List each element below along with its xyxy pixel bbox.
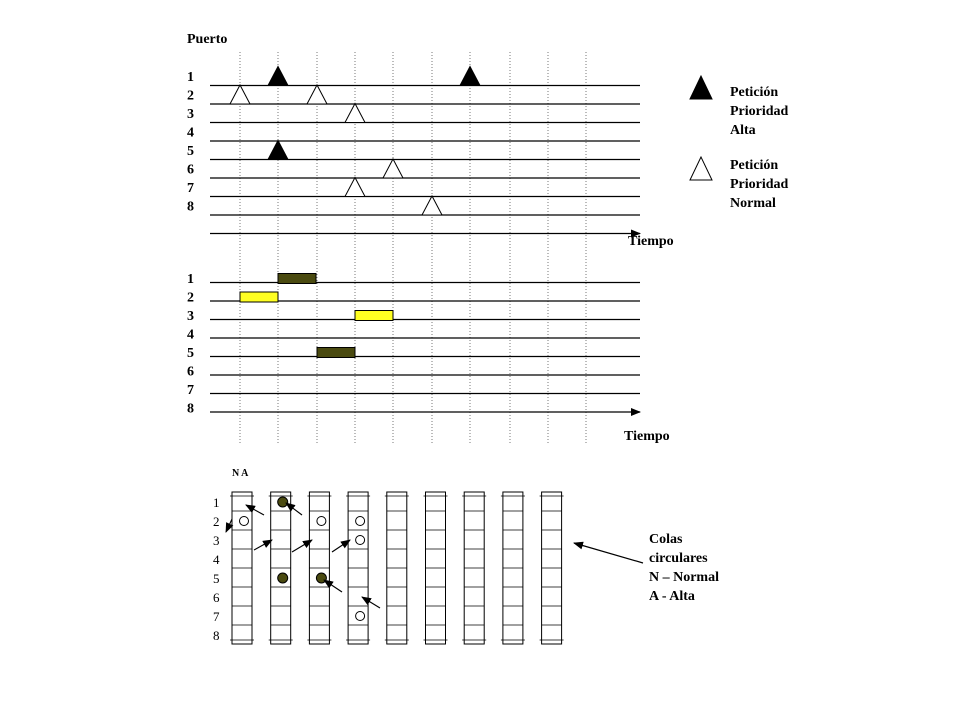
circular-queues [230, 492, 564, 644]
top-port-label: 1 [187, 70, 194, 85]
queue-column [385, 492, 409, 644]
grant-port-label: 6 [187, 364, 194, 380]
queue-column [269, 492, 293, 644]
queue-pointer-arrow [332, 540, 350, 552]
normal-priority-queue-entry [240, 517, 249, 526]
caption-line4: A - Alta [649, 589, 695, 604]
normal-priority-request-icon [422, 196, 442, 215]
top-port-label: 5 [187, 144, 194, 159]
queue-row-label: 1 [213, 495, 220, 510]
queue-row-label: 5 [213, 571, 220, 586]
high-priority-queue-entry [316, 573, 326, 583]
legend-high-line2: Prioridad [730, 104, 789, 119]
high-priority-queue-entry [278, 573, 288, 583]
queue-row-label: 2 [213, 514, 220, 529]
top-port-label: 2 [187, 88, 194, 104]
legend-normal-line3: Normal [730, 196, 776, 211]
legend-high-line1: Petición [730, 85, 779, 100]
normal-priority-request-icon [307, 85, 327, 104]
normal-priority-queue-entry [356, 536, 365, 545]
queue-row-label: 8 [213, 628, 220, 643]
high-priority-request-icon [268, 67, 288, 86]
top-port-label: 3 [187, 107, 194, 122]
grant-port-label: 7 [187, 383, 194, 398]
high-grant-bar [278, 274, 316, 284]
grant-port-label: 1 [187, 272, 194, 287]
legend-normal-line2: Prioridad [730, 177, 789, 192]
grant-port-label: 3 [187, 309, 194, 324]
queue-row-label: 6 [213, 590, 220, 605]
normal-priority-request-icon [345, 178, 365, 197]
top-port-label: 6 [187, 162, 194, 178]
queue-column [424, 492, 448, 644]
queue-markers [240, 497, 365, 621]
high-priority-queue-entry [278, 497, 288, 507]
port-axis-title: Puerto [187, 32, 228, 47]
grant-port-labels [187, 272, 194, 417]
queue-row-label: 7 [213, 609, 220, 624]
normal-priority-queue-entry [317, 517, 326, 526]
high-grant-bar [317, 348, 355, 358]
queue-column [230, 492, 254, 644]
queue-row-label: 3 [213, 533, 220, 548]
caption-line2: circulares [649, 551, 708, 566]
high-priority-request-icon [268, 141, 288, 160]
caption-line3: N – Normal [649, 570, 719, 585]
grant-port-label: 4 [187, 327, 194, 343]
high-priority-legend-icon [690, 76, 712, 99]
queue-row-labels [213, 495, 220, 643]
queue-column [540, 492, 564, 644]
grant-port-label: 5 [187, 346, 194, 361]
queue-column [462, 492, 486, 644]
legend [690, 76, 789, 211]
caption-line1: Colas [649, 532, 683, 547]
normal-priority-request-icon [230, 85, 250, 104]
queues-caption [574, 532, 719, 604]
top-port-label: 8 [187, 199, 194, 215]
normal-priority-legend-icon [690, 157, 712, 180]
queue-column [307, 492, 331, 644]
queue-pointer-arrow [254, 540, 272, 550]
legend-high-line3: Alta [730, 123, 756, 138]
queue-column [346, 492, 370, 644]
queue-column [501, 492, 525, 644]
queue-row-label: 4 [213, 552, 220, 567]
top-port-label: 4 [187, 125, 194, 141]
top-port-label: 7 [187, 181, 194, 196]
legend-normal-line1: Petición [730, 158, 779, 173]
normal-priority-queue-entry [356, 517, 365, 526]
caption-arrow [574, 543, 643, 563]
queue-header: N A [232, 468, 249, 479]
time-guides [240, 52, 586, 445]
top-port-labels [187, 70, 194, 215]
normal-grant-bar [355, 311, 393, 321]
normal-priority-queue-entry [356, 612, 365, 621]
grant-port-label: 8 [187, 401, 194, 417]
bottom-time-label: Tiempo [624, 429, 670, 444]
grant-port-label: 2 [187, 290, 194, 306]
top-time-label: Tiempo [628, 234, 674, 249]
normal-priority-request-icon [383, 159, 403, 178]
queue-pointer-arrow [226, 519, 232, 532]
normal-grant-bar [240, 292, 278, 302]
normal-priority-request-icon [345, 104, 365, 123]
high-priority-request-icon [460, 67, 480, 86]
